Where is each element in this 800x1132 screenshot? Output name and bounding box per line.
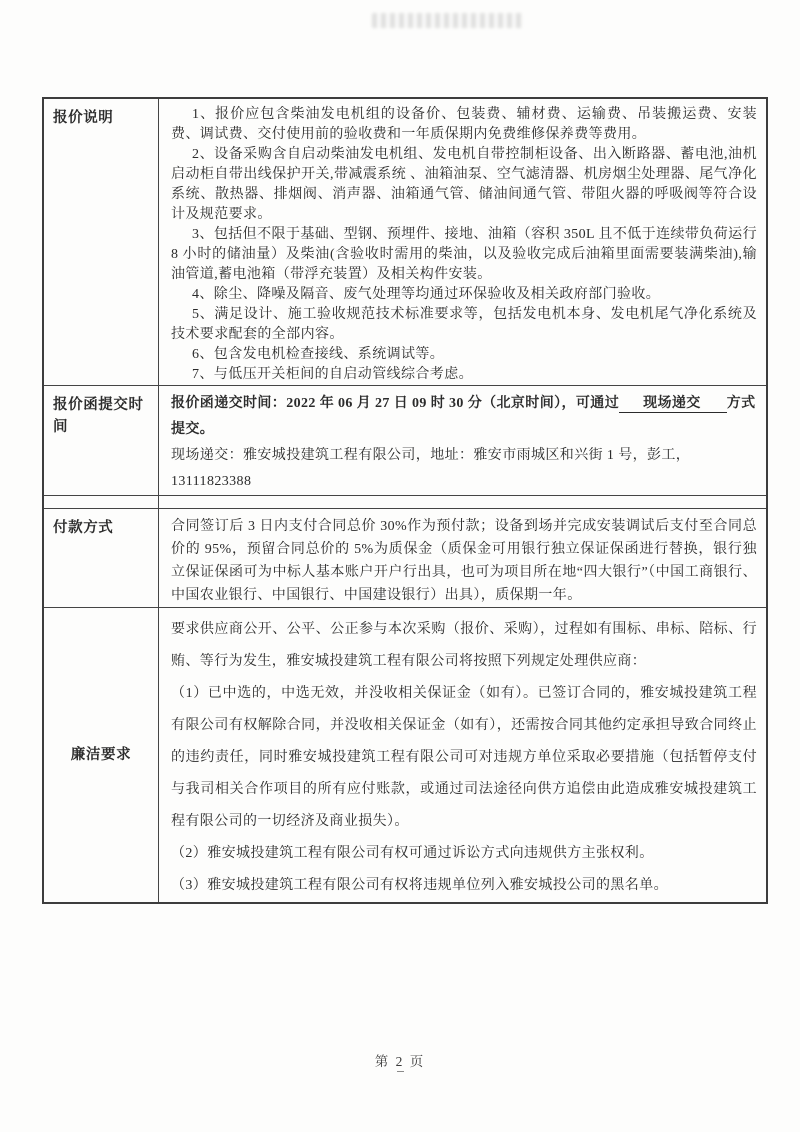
integrity-paragraph: （3）雅安城投建筑工程有限公司有权将违规单位列入雅安城投公司的黑名单。: [171, 878, 668, 893]
divider-gap-content-cell: [159, 496, 766, 508]
page-number-text: 第 2 页: [374, 1054, 426, 1069]
row-label-payment-terms: 付款方式: [44, 509, 159, 607]
row-label-quote-notes: 报价说明: [44, 99, 159, 385]
row-content-quote-notes: [159, 99, 766, 385]
divider-gap-label-cell: [44, 496, 159, 508]
row-label-integrity-requirements: 廉洁要求: [44, 608, 159, 902]
row-label-submission-time: 报价函提交时间: [44, 386, 159, 495]
table-row-quote-notes: [44, 99, 766, 385]
submission-address-line: 现场递交：雅安城投建筑工程有限公司，地址：雅安市雨城区和兴街 1 号，彭工，13111823388: [171, 448, 691, 489]
table-row-submission-time: [44, 385, 766, 495]
submission-method-underlined: 现场递交: [619, 396, 727, 413]
integrity-paragraph: （1）已中选的，中选无效，并没收相关保证金（如有）。已签订合同的，雅安城投建筑工程有限公司有权解除合同，并没收相关保证金（如有），还需按合同其他约定承担导致合同终止的违约责任，同时雅安城投建筑工程有限公司可对违规方单位采取必要措施（包括暂停支付与我司相关合作项目的所有应付账款，或通过司法途径向供方追偿由此造成雅安城投建筑工程有限公司的一切经济及商业损失）。: [171, 686, 757, 829]
submission-time-prefix: 报价函递交时间：2022 年 06 月 27 日 09 时 30 分（北京时间），可通过: [171, 396, 620, 411]
row-content-submission-time: [159, 386, 766, 495]
page-number-tick-mark: [397, 1071, 404, 1072]
table-row-payment-terms: [44, 508, 766, 607]
integrity-paragraph: 要求供应商公开、公平、公正参与本次采购（报价、采购），过程如有围标、串标、陪标、行贿、等行为发生，雅安城投建筑工程有限公司将按照下列规定处理供应商：: [171, 622, 757, 669]
quote-note-item: 6、包含发电机检查接线、系统调试等。: [192, 347, 445, 362]
quote-note-item: 3、包括但不限于基础、型钢、预埋件、接地、油箱（容积 350L 且不低于连续带负荷运行 8 小时的储油量）及柴油(含验收时需用的柴油，以及验收完成后油箱里面需要装满柴油),输油管道,蓄电池箱（带浮充装置）及相关构件安装。: [171, 227, 757, 282]
quotation-terms-table: [42, 97, 768, 904]
page-number: [0, 1050, 800, 1072]
table-row-divider-gap: [44, 495, 766, 508]
row-content-payment-terms: 合同签订后 3 日内支付合同总价 30%作为预付款；设备到场并完成安装调试后支付至合同总价的 95%，预留合同总价的 5%为质保金（质保金可用银行独立保证保函进行替换，银行独立保证保函可为中标人基本账户开户行出具，也可为项目所在地“四大银行”（中国工商银行、中国农业银行、中国银行、中国建设银行）出具），质保期一年。: [171, 519, 757, 603]
submission-time-suffix: 方式提交。: [171, 396, 756, 437]
quote-note-item: 5、满足设计、施工验收规范技术标准要求等，包括发电机本身、发电机尾气净化系统及技术要求配套的全部内容。: [171, 307, 757, 342]
submission-time-line: [171, 391, 757, 443]
quote-note-item: 7、与低压开关柜间的自启动管线综合考虑。: [192, 367, 473, 382]
table-row-integrity-requirements: [44, 607, 766, 902]
quote-note-item: 2、设备采购含自启动柴油发电机组、发电机自带控制柜设备、出入断路器、蓄电池,油机启动柜自带出线保护开关,带减震系统 、油箱油泵、空气滤清器、机房烟尘处理器、尾气净化系统、散热器、排烟阀、消声器、油箱通气管、储油间通气管、带阻火器的呼吸阀等符合设计及规范要求。: [171, 147, 757, 222]
scan-artifact-smudge: [372, 13, 522, 28]
row-content-integrity-requirements: [159, 608, 766, 902]
integrity-paragraph: （2）雅安城投建筑工程有限公司有权可通过诉讼方式向违规供方主张权利。: [171, 846, 654, 861]
quote-note-item: 4、除尘、降噪及隔音、废气处理等均通过环保验收及相关政府部门验收。: [192, 287, 661, 302]
quote-note-item: 1、报价应包含柴油发电机组的设备价、包装费、辅材费、运输费、吊装搬运费、安装费、调试费、交付使用前的验收费和一年质保期内免费维修保养费等费用。: [171, 107, 757, 142]
